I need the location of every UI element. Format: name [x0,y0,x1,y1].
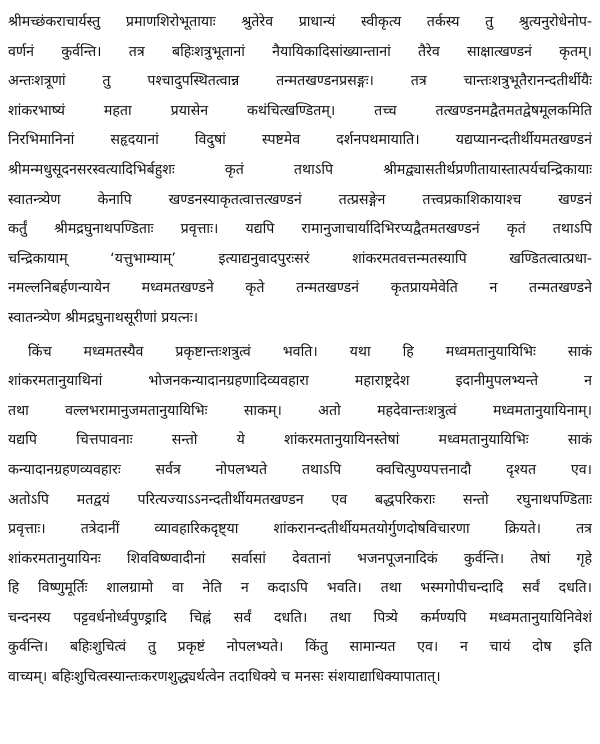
text-line: वर्णनं कुर्वन्ति। तत्र बहिःशत्रुभूतानां नैयायिकादिसांख्यान्तानां तैरेव साक्षात्खण्डनं कृतम्। [8,43,592,60]
text-line: नमल्लनिबर्हणन्यायेन मध्वमतखण्डने कृते तन्मतखण्डनं कृतप्रायमेवेति न तन्मतखण्डने [8,280,592,297]
text-line: तथा वल्लभरामानुजमतानुयायिभिः साकम्। अतो महदेवान्तःशत्रुत्वं मध्वमतानुयायिनाम्। [8,402,592,419]
text-line: कन्यादानग्रहणव्यवहारः सर्वत्र नोपलभ्यते तथाऽपि क्वचित्पुण्यपत्तनादौ दृश्यत एव। [8,461,592,478]
text-line: वाच्यम्। बहिःशुचित्वस्यान्तःकरणशुद्ध्यर्थत्वेन तदाधिक्ये च मनसः संशयाद्याधिक्यापातात्। [8,669,441,686]
text-line: श्रीमन्मधुसूदनसरस्वत्यादिभिर्बहुशः कृतं तथाऽपि श्रीमद्व्यासतीर्थप्रणीतायास्तात्पर्यचन्द्रिकायाः [8,161,592,178]
text-line: कर्तुं श्रीमद्रघुनाथपण्डिताः प्रवृत्ताः। यद्यपि रामानुजाचार्यादिभिरप्यद्वैतमतखण्डनं कृतं तथाऽपि [8,221,592,238]
text-line: किंच मध्वमतस्यैव प्रकृष्टान्तःशत्रुत्वं भवति। यथा हि मध्वमतानुयायिभिः साकं [28,343,592,360]
text-line: प्रवृत्ताः। तत्रेदानीं व्यावहारिकदृष्ट्या शांकरानन्दतीर्थीयमतयोर्गुणदोषविचारणा क्रियते। तत्र [8,521,592,538]
text-line: श्रीमच्छंकराचार्यस्तु प्रमाणशिरोभूतायाः श्रुतेरेव प्राधान्यं स्वीकृत्य तर्कस्य तु श्रुत्यनुरोधेनोप- [8,14,592,30]
text-line: शांकरभाष्यं महता प्रयासेन कथंचित्खण्डितम्। तच्च तत्खण्डनमद्वैतमतद्वेषमूलकमिति [8,102,592,119]
text-line: चन्द्रिकायाम् ‘यत्तुभाम्याम्’ इत्याद्यनुवादपुरःसरं शांकरमतवत्तन्मतस्यापि खण्डितत्वात्प्रधा- [8,250,592,267]
text-line: अतोऽपि मतद्वयं परित्यज्याऽऽनन्दतीर्थीयमतखण्डन एव बद्धपरिकराः सन्तो रघुनाथपण्डिताः [8,491,592,508]
text-line: स्वातन्त्र्येण केनापि खण्डनस्याकृतत्वात्तत्खण्डनं तत्प्रसङ्गेन तत्त्वप्रकाशिकायाश्च खण्डनं [8,191,592,208]
text-line: यद्यपि चित्तपावनाः सन्तो ये शांकरमतानुयायिनस्तेषां मध्वमतानुयायिभिः साकं [8,432,592,449]
text-line: स्वातन्त्र्येण श्रीमद्रघुनाथसूरीणां प्रयत्नः। [8,309,199,326]
paragraph-1 [8,8,592,334]
text-line: निरभिमानिनां सहृदयानां विदुषां स्पष्टमेव दर्शनपथमायाति। यद्यप्यानन्दतीर्थीयमतखण्डनं [8,132,592,149]
text-line: अन्तःशत्रूणां तु पश्चादुपस्थितत्वान्न तन्मतखण्डनप्रसङ्गः। तत्र चान्तःशत्रुभूतैरानन्दतीर्थीयैः [8,73,592,90]
text-line: शांकरमतानुयायिनः शिवविष्ण्वादीनां सर्वासां देवतानां भजनपूजनादिकं कुर्वन्ति। तेषां गृहे [8,550,592,567]
text-line: हि विष्णुमूर्तिः शालग्रामो वा नेति न कदाऽपि भवति। तथा भस्मगोपीचन्दादि सर्वं दधति। [8,580,592,597]
paragraph-2 [8,338,592,693]
text-line: कुर्वन्ति। बहिःशुचित्वं तु प्रकृष्टं नोपलभ्यते। किंतु सामान्यत एव। न चायं दोष इति [8,639,592,656]
text-line: शांकरमतानुयाथिनां भोजनकन्यादानग्रहणादिव्यवहारा महाराष्ट्रदेश इदानीमुपलभ्यन्ते न [8,373,592,390]
text-line: चन्दनस्य पट्टवर्धनोर्ध्वपुण्ड्रादि चिह्नं सर्वं दधति। तथा पित्र्ये कर्मण्यपि मध्वमतानुयायिनिवेशं [8,609,592,626]
